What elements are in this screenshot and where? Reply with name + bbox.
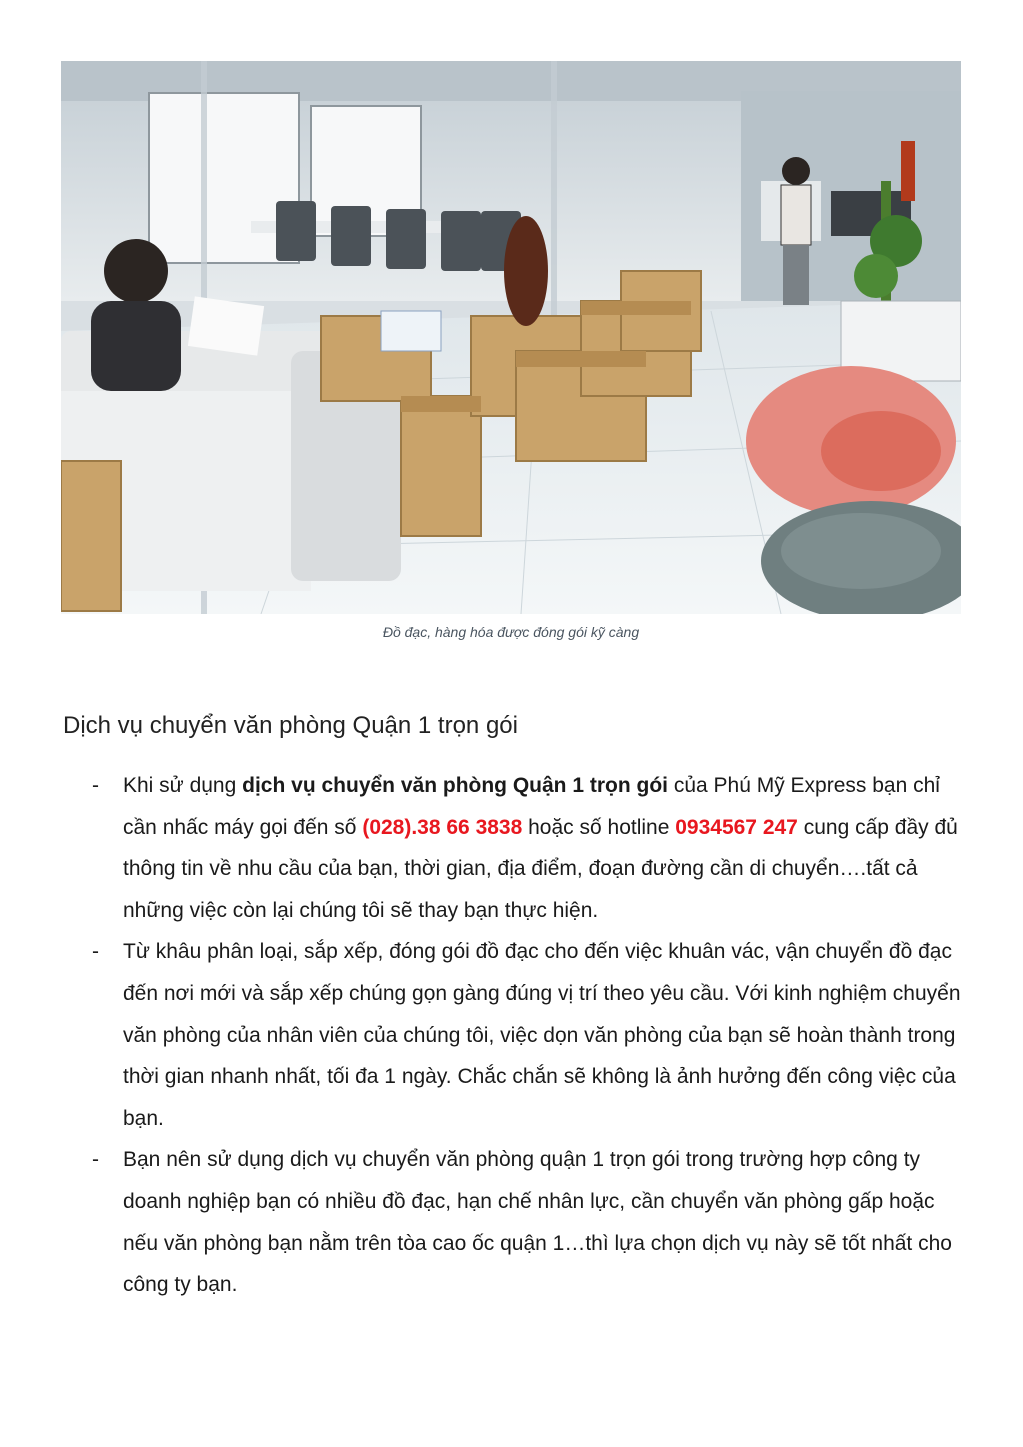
bullet-marker: - xyxy=(92,774,99,797)
bullet-text: cung cấp đầy đủ thông tin về nhu cầu của bạn, thời gian, địa điểm, đoạn đường cần di chuyển….tất cả những việc còn lại chúng tôi sẽ thay bạn thực hiện. xyxy=(123,815,958,922)
photo-caption: Đồ đạc, hàng hóa được đóng gói kỹ càng xyxy=(382,624,640,640)
bullet-text: Từ khâu phân loại, sắp xếp, đóng gói đồ đạc cho đến việc khuân vác, vận chuyển đồ đạc đến nơi mới và sắp xếp chúng gọn gàng đúng vị trí theo yêu cầu. Với kinh nghiệm chuyển văn phòng của nhân viên của chúng tôi, việc dọn văn phòng của bạn sẽ hoàn thành trong thời gian nhanh nhất, tối đa 1 ngày. Chắc chắn sẽ không là ảnh hưởng đến công việc của bạn. xyxy=(123,940,961,1130)
bullet-text: Bạn nên sử dụng dịch vụ chuyển văn phòng quận 1 trọn gói trong trường hợp công ty doanh nghiệp bạn có nhiều đồ đạc, hạn chế nhân lực, cần chuyển văn phòng gấp hoặc nếu văn phòng bạn nằm trên tòa cao ốc quận 1…thì lựa chọn dịch vụ này sẽ tốt nhất cho công ty bạn. xyxy=(123,1148,952,1297)
office-moving-photo xyxy=(61,61,961,614)
bullet-marker: - xyxy=(92,1148,99,1172)
bullet-text: Khi sử dụng xyxy=(123,774,243,797)
bullet-marker: - xyxy=(92,940,99,964)
service-bullet-list xyxy=(92,765,972,1306)
hotline-number: 0934567 247 xyxy=(675,815,798,839)
list-item xyxy=(92,1139,972,1305)
office-scene-illustration xyxy=(61,61,961,614)
section-heading: Dịch vụ chuyển văn phòng Quận 1 trọn gói xyxy=(63,712,518,739)
list-item xyxy=(92,931,972,1139)
phone-number: (028).38 66 3838 xyxy=(362,815,523,839)
bullet-text: hoặc số hotline xyxy=(522,815,676,839)
service-name-bold: dịch vụ chuyển văn phòng Quận 1 trọn gói xyxy=(242,774,668,797)
bullet-text: của Phú Mỹ Express bạn chỉ cần nhấc máy gọi đến số xyxy=(123,774,940,839)
list-item xyxy=(92,765,972,931)
